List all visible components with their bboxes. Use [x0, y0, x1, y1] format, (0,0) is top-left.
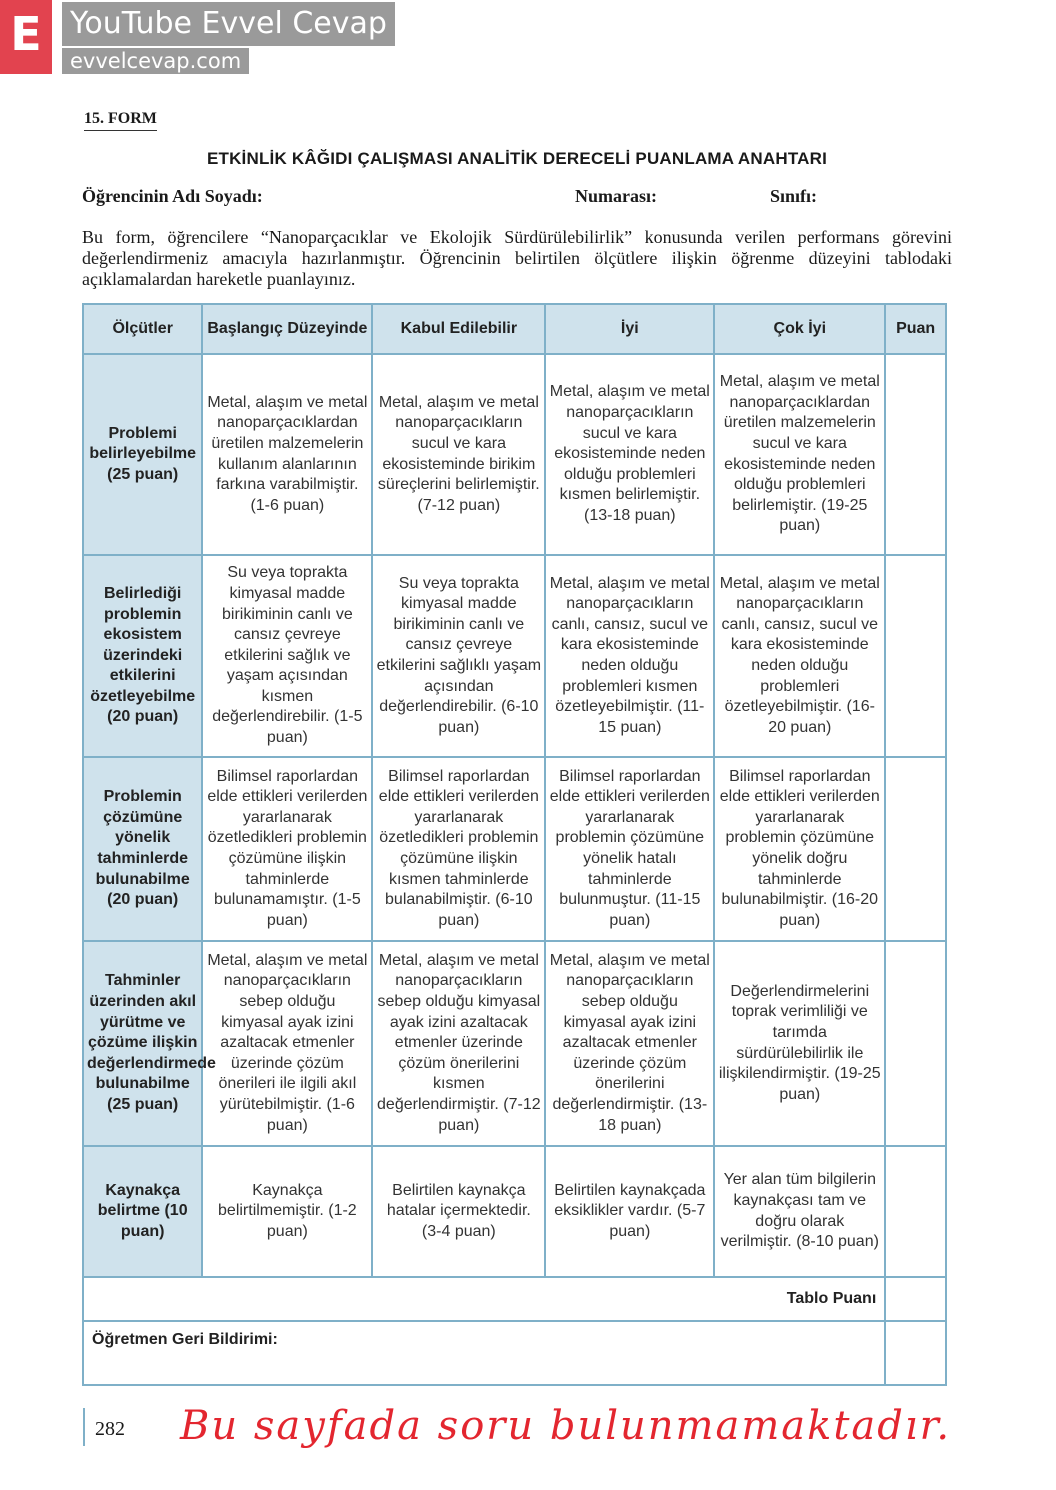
score-input-cell[interactable]: [885, 354, 946, 555]
level-cell: Metal, alaşım ve metal nanoparçacıklardan üretilen malzemelerin kullanım alanlarının farkına varabilmiştir. (1-6 puan): [202, 354, 372, 555]
table-row: [83, 1146, 946, 1277]
column-header: Puan: [885, 304, 946, 354]
level-cell: Bilimsel raporlardan elde ettikleri verilerden yararlanarak özetledikleri problemin çözümüne ilişkin tahminlerde bulunamamıştır. (1-5 puan): [202, 757, 372, 941]
level-cell: Metal, alaşım ve metal nanoparçacıklardan üretilen malzemelerin sucul ve kara ekosisteminde neden olduğu problemleri belirlemiştir. (19-25 puan): [714, 354, 885, 555]
form-label: 15. FORM: [84, 110, 157, 131]
page-number-bar: [83, 1408, 85, 1446]
criterion-cell: Kaynakça belirtme (10 puan): [83, 1146, 202, 1277]
page-title: ETKİNLİK KÂĞIDI ÇALIŞMASI ANALİTİK DERECELİ PUANLAMA ANAHTARI: [206, 149, 828, 168]
level-cell: Bilimsel raporlardan elde ettikleri verilerden yararlanarak problemin çözümüne yönelik doğru tahminlerde bulunabilmiştir. (16-20 puan): [714, 757, 885, 941]
level-cell: Su veya toprakta kimyasal madde birikiminin canlı ve cansız çevreye etkilerini sağlıklı yaşam açısından değerlendirebilir. (6-10 puan): [372, 555, 545, 757]
table-row: [83, 555, 946, 757]
criterion-cell: Tahminler üzerinden akıl yürütme ve çözüme ilişkin değerlendirmede bulunabilme (25 puan): [83, 941, 202, 1146]
table-header-row: [83, 304, 946, 354]
score-input-cell[interactable]: [885, 941, 946, 1146]
level-cell: Metal, alaşım ve metal nanoparçacıkların sucul ve kara ekosisteminde birikim süreçlerini belirlemiştir. (7-12 puan): [372, 354, 545, 555]
level-cell: Kaynakça belirtilmemiştir. (1-2 puan): [202, 1146, 372, 1277]
score-input-cell[interactable]: [885, 757, 946, 941]
criterion-cell: Problemi belirleyebilme (25 puan): [83, 354, 202, 555]
form-description: Bu form, öğrencilere “Nanoparçacıklar ve Ekolojik Sürdürülebilirlik” konusunda verilen performans görevini değerlendirmeniz amacıyla hazırlanmıştır. Öğrencinin belirtilen ölçütlere ilişkin öğrenme düzeyini tablodaki açıklamalardan hareketle puanlayınız.: [82, 227, 952, 289]
level-cell: Metal, alaşım ve metal nanoparçacıkların sebep olduğu kimyasal ayak izini azaltacak etmenler üzerinde çözüm önerilerini kısmen değerlendirmiştir. (7-12 puan): [372, 941, 545, 1146]
total-score-cell[interactable]: [885, 1277, 946, 1321]
total-score-label: Tablo Puanı: [83, 1277, 885, 1321]
level-cell: Yer alan tüm bilgilerin kaynakçası tam ve doğru olarak verilmiştir. (8-10 puan): [714, 1146, 885, 1277]
level-cell: Metal, alaşım ve metal nanoparçacıkların canlı, cansız, sucul ve kara ekosisteminde neden olduğu problemleri özetleyebilmiştir. (16-20 puan): [714, 555, 885, 757]
level-cell: Metal, alaşım ve metal nanoparçacıkların sucul ve kara ekosisteminde neden olduğu problemleri kısmen belirlemiştir. (13-18 puan): [545, 354, 714, 555]
level-cell: Su veya toprakta kimyasal madde birikiminin canlı ve cansız çevreye etkilerini sağlık ve yaşam açısından kısmen değerlendirebilir. (1-5 puan): [202, 555, 372, 757]
level-cell: Belirtilen kaynakçada eksiklikler vardır. (5-7 puan): [545, 1146, 714, 1277]
level-cell: Metal, alaşım ve metal nanoparçacıkların canlı, cansız, sucul ve kara ekosisteminde neden olduğu problemleri kısmen özetleyebilmiştir. (11-15 puan): [545, 555, 714, 757]
level-cell: Değerlendirmelerini toprak verimliliği ve tarımda sürdürülebilirlik ile ilişkilendirmiştir. (19-25 puan): [714, 941, 885, 1146]
column-header: Kabul Edilebilir: [372, 304, 545, 354]
table-row: [83, 354, 946, 555]
evvelcevap-logo: E: [0, 0, 52, 74]
student-number-label: Numarası:: [575, 186, 657, 206]
student-name-label: Öğrencinin Adı Soyadı:: [82, 186, 263, 206]
student-class-label: Sınıfı:: [770, 186, 818, 206]
score-input-cell[interactable]: [885, 1146, 946, 1277]
level-cell: Bilimsel raporlardan elde ettikleri verilerden yararlanarak problemin çözümüne yönelik hatalı tahminlerde bulunmuştur. (11-15 puan): [545, 757, 714, 941]
level-cell: Metal, alaşım ve metal nanoparçacıkların sebep olduğu kimyasal ayak izini azaltacak etmenler üzerinde çözüm önerileri ile ilgili akıl yürütebilmiştir. (1-6 puan): [202, 941, 372, 1146]
table-row: [83, 757, 946, 941]
level-cell: Belirtilen kaynakça hatalar içermektedir. (3-4 puan): [372, 1146, 545, 1277]
column-header: Başlangıç Düzeyinde: [202, 304, 372, 354]
level-cell: Metal, alaşım ve metal nanoparçacıkların sebep olduğu kimyasal ayak izini azaltacak etmenler üzerinde çözüm önerilerini değerlendirmiştir. (13-18 puan): [545, 941, 714, 1146]
column-header: Çok İyi: [714, 304, 885, 354]
watermark-title: YouTube Evvel Cevap: [62, 2, 395, 46]
handwritten-note: Bu sayfada soru bulunmamaktadır.: [180, 1403, 952, 1449]
score-input-cell[interactable]: [885, 555, 946, 757]
column-header: Ölçütler: [83, 304, 202, 354]
feedback-row: [83, 1321, 946, 1385]
total-row: [83, 1277, 946, 1321]
watermark-url: evvelcevap.com: [62, 48, 249, 74]
column-header: İyi: [545, 304, 714, 354]
rubric-table: [82, 303, 947, 1386]
criterion-cell: Belirlediği problemin ekosistem üzerindeki etkilerini özetleyebilme (20 puan): [83, 555, 202, 757]
teacher-feedback-label: Öğretmen Geri Bildirimi:: [83, 1321, 885, 1385]
criterion-cell: Problemin çözümüne yönelik tahminlerde bulunabilme (20 puan): [83, 757, 202, 941]
level-cell: Bilimsel raporlardan elde ettikleri verilerden yararlanarak özetledikleri problemin çözümüne ilişkin kısmen tahminlerde bulanabilmiştir. (6-10 puan): [372, 757, 545, 941]
table-row: [83, 941, 946, 1146]
feedback-extra-cell[interactable]: [885, 1321, 946, 1385]
page-number: 282: [95, 1418, 125, 1440]
